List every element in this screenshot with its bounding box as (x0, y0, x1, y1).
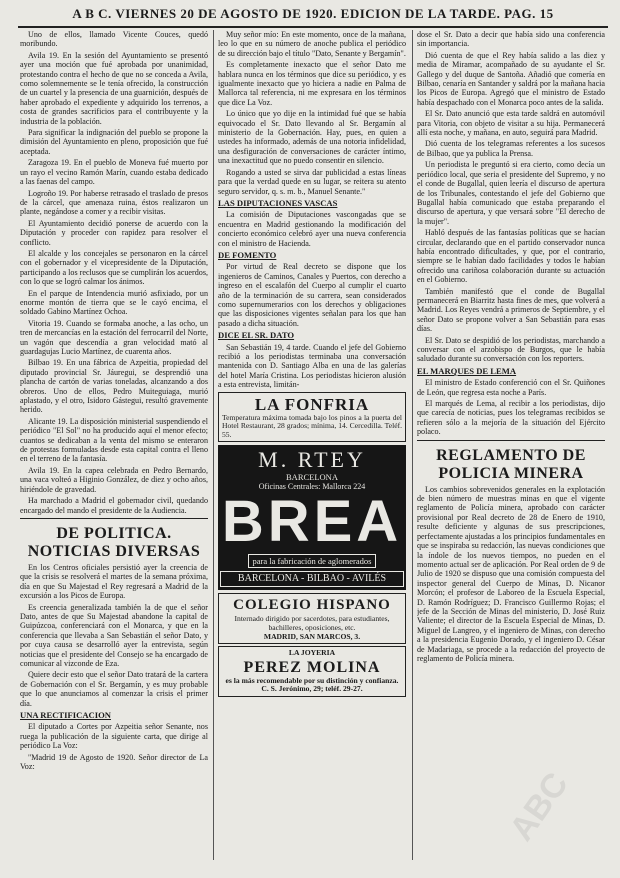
paragraph: También manifestó que el conde de Bugallal permanecerá en Biarritz hasta fines de mes, que volverá a Madrid. Los Reyes vendrá a primeros de Septiembre, y el señor Dato se propone volver a San Sebastián para esas días. (417, 286, 605, 334)
paragraph: La comisión de Diputaciones vascongadas que se encuentra en Madrid gestionando la modificación del concierto económico celebró ayer una nueva conferencia con el ministro de Hacienda. (218, 210, 406, 248)
paragraph: El marqués de Lema, al recibir a los periodistas, dijo que carecía de noticias, pues los telegramas recibidos se refieren sólo a la mejoría de la situación del Ejército polaco. (417, 399, 605, 437)
paragraph: El Sr. Dato anunció que esta tarde saldrá en automóvil para Vitoria, con objeto de visitar a su hija. Permanecerá allí esta noche, y mañana, en auto, seguirá para Madrid. (417, 109, 605, 138)
paragraph: Alicante 19. La disposición ministerial suspendiendo el periódico "El Sol" no ha producido aquí el menor efecto; cuantos se dedicaban a la venta del mismo se enteraron de protestas formuladas desde esta capital contra el lleno en el terreno de la fantasía. (20, 416, 208, 464)
paragraph: Lo único que yo dije en la intimidad fué que se había equivocado el Sr. Dato llevando al Sr. Bergamín al ministerio de la Gobernación. Hay, pues, en quien a ustedes ha informado, además de una notoria infidelidad, una desfiguración de conversaciones de carácter íntimo, una inexactitud que no puedo consentir en silencio. (218, 109, 406, 166)
column-3 (417, 30, 605, 855)
column-divider (213, 30, 214, 860)
header-title: A B C. VIERNES 20 DE AGOSTO DE 1920. EDICION DE LA TARDE. PAG. 15 (72, 6, 554, 21)
ad-cities: BARCELONA - BILBAO - AVILÉS (220, 571, 404, 587)
page-header (18, 4, 608, 28)
paragraph: Por virtud de Real decreto se dispone que los ingenieros de Caminos, Canales y Puertos, con derecho a ingreso en el escalafón del Cuerpo al cumplir el cuarto año de la terminación de su carrera, sean considerados como supernumerarios con los derechos y obligaciones que las disposiciones vigentes señalan para los que han pasado a dicha situación. (218, 262, 406, 328)
ad-title: PEREZ MOLINA (243, 658, 381, 676)
paragraph: Dió cuenta de que el Rey había salido a las diez y media de Miramar, acompañado de su ayudante el Sr. Gallego y del duque de Santoña. Añadió que comería en Bilbao, cenaría en Santander y saldrá por la mañana hacia los Picos de Europa. Agregó que el ministro de Estado había despachado con el Monarca poco antes de la salida. (417, 50, 605, 107)
advertisement-colegio (218, 593, 406, 644)
section-heading: DE POLITICA. NOTICIAS DIVERSAS (27, 524, 201, 560)
paragraph: Bilbao 19. En una fábrica de Azpeitia, propiedad del diputado provincial Sr. Jáuregui, se desprendió una plancha de cartón de varias toneladas, alcanzando a dos obreros. Uno de ellos, Pedro Muiteguiaga, murió aplastado, y el otro, Isidoro Gástegui, resultó gravemente herido. (20, 358, 208, 415)
subheading: LAS DIPUTACIONES VASCAS (218, 197, 338, 208)
paragraph: Avila 19. En la sesión del Ayuntamiento se presentó ayer una moción que fué aprobada por unanimidad, protestando contra el hecho de que no se conceda a Avila, como solemnemente se le tenía ofrecido, la construcción de un cuartel y la presencia de una guarnición, después de haber aprobado el expediente y adquirido los terrenos, a costa de grandes sacrificios para el contribuyente y la industria de la población. (20, 50, 208, 126)
ad-text: Temperatura máxima tomada bajo los pinos a la puerta del Hotel Restaurant, 28 grados; mínima, 14. Cercedilla. Teléf. 55. (222, 412, 402, 439)
paragraph: San Sebastián 19, 4 tarde. Cuando el jefe del Gobierno recibió a los periodistas terminaba una conversación mantenida con D. Santiago Alba en una de las galerías del hotel María Cristina. Los periodistas hicieron alusión a esta entrevista, limitán- (218, 342, 406, 390)
watermark: ABC (502, 765, 576, 848)
ad-title: COLEGIO HISPANO (233, 597, 391, 614)
paragraph: Un periodista le preguntó si era cierto, como decía un periódico local, que seria el presidente del Supremo, y no el conde de Bugallal, quien leería el discurso de apertura de los Tribunales, contestando el jefe del Gobierno que Bugallal había comunicado que estaba preparando el discurso de apertura, y que versará sobre "El derecho de la mujer". (417, 160, 605, 226)
advertisement-fonfria (218, 392, 406, 443)
divider (417, 440, 605, 441)
paragraph: El alcalde y los concejales se personaron en la cárcel con el gobernador y el vicepresidente de la Diputación, participando a los reclusos que se cumplirán los acuerdos, con lo que se logró calmar los ánimos. (20, 248, 208, 287)
column-1 (20, 30, 208, 855)
paragraph: Los cambios sobrevenidos generales en la explotación de bien número de muestras minas en que el vigente reglamento de Policía minera, aprobado con carácter provisional por Real decreto de 28 de Enero de 1910, resulte deficiente y algunas de sus prescripciones, perfectamente ajustadas a los principios fundamentales en que se inspiraba su redacción, las nuevas condiciones que la índole de los nuevos tiempos, no pueden en el momento actual ser de aplicación. Por Real orden de 9 de Julio de 1920 se dispuso que una comisión compuesta del inspector general del Cuerpo de Minas, D. Nicanor Morcón; el profesor de Laboreo de la Escuela Especial, D. Ramón Rodríguez; D. Francisco Guillermo Rojas; el jefe de la Sección de Minas del ministerio, D. José Ruiz Valiente; el director de la Escuela Especial de Minas, D. Miguel de Langreo, y el ingeniero de Minas, con derecho a la presidencia Eugenio Dorado, y el ingeniero D. César de Madariaga, se procede a la redacción del proyecto de reglamento de Policía minera. (417, 484, 605, 663)
subheading: DE FOMENTO (218, 249, 277, 260)
paragraph: dose el Sr. Dato a decir que había sido una conferencia sin importancia. (417, 30, 605, 49)
ad-product: BREA (221, 489, 403, 555)
paragraph: Uno de ellos, llamado Vicente Couces, quedó moribundo. (20, 30, 208, 49)
paragraph: Dió cuenta de los telegramas referentes a los sucesos de Bilbao, que ya publica la Prensa. (417, 139, 605, 158)
paragraph: Es completamente inexacto que el señor Dato me hablara nunca en los términos que dice su periódico, y es igualmente inexacto que yo hiciera a nadie en Palma de Mallorca tal referencia, ni me expresara en los términos que dice La Voz. (218, 60, 406, 107)
advertisement-joyeria (218, 646, 406, 697)
paragraph: Logroño 19. Por haberse retrasado el traslado de presos de la cárcel, que amenaza ruina, éstos realizaron un plante, negándose a comer y a recibir visitas. (20, 188, 208, 217)
advertisement-brea (218, 445, 406, 590)
paragraph: "Madrid 19 de Agosto de 1920. Señor director de La Voz: (20, 752, 208, 772)
subheading: EL MARQUES DE LEMA (417, 365, 517, 376)
paragraph: En los Centros oficiales persistió ayer la creencia de que la crisis se resolverá el martes de la semana próxima, día en que Su Majestad el Rey regresará a Madrid de la excursión a los Picos de Europa. (20, 562, 208, 601)
subheading: DICE EL SR. DATO (218, 330, 295, 341)
ad-offices: Oficinas Centrales: Mallorca 224 (258, 482, 366, 492)
paragraph: El Sr. Dato se despidió de los periodistas, marchando a conversar con el arzobispo de Burgos, que le había saludado durante su conversación con los reporters. (417, 335, 605, 364)
paragraph: Habló después de las fantasías políticas que se hacían circular, declarando que en el partido conservador nunca había encontrado dificultades, y que, por el contrario, siempre se le habían dado facilidades y todos le habían ofrecido una cariñosa colaboración durante su actuación en el Gobierno. (417, 228, 605, 285)
paragraph: Ha marchado a Madrid el gobernador civil, quedando encargado del mando el presidente de la Audiencia. (20, 496, 208, 515)
column-2 (218, 30, 406, 855)
ad-text: es la más recomendable por su distinción y confianza. C. S. Jerónimo, 29; teléf. 29-27. (225, 675, 399, 694)
paragraph: Es creencia generalizada también la de que el señor Dato, antes de que Su Majestad abandone la capital de Guipúzcoa, conferenciará con el Monarca, y que en la conferencia que llevaba a San Sebastián el señor Dato, y por cuya causa se desarrolló ayer la entrevista, según noticias que el presidente del Consejo se ha encargado de comunicar al vizconde de Eza. (20, 602, 208, 668)
ad-address: MADRID, SAN MARCOS, 3. (263, 631, 361, 641)
ad-pretitle: LA JOYERIA (288, 648, 336, 658)
paragraph: Muy señor mío: En este momento, once de la mañana, leo lo que en su número de anoche publica el periódico de su dirección bajo el título "Dato, Senante y Bergamín". (218, 30, 406, 58)
paragraph: Avila 19. En la capea celebrada en Pedro Bernardo, una vaca volteó a Higinio González, de diez y ocho años, hiriéndole de gravedad. (20, 465, 208, 494)
paragraph: El Ayuntamiento decidió ponerse de acuerdo con la Diputación y proceder con rapidez para resolver el conflicto. (20, 218, 208, 247)
paragraph: El diputado a Cortes por Azpeitia señor Senante, nos ruega la publicación de la siguiente carta, que dirige al periódico La Voz: (20, 722, 208, 751)
paragraph: Rogando a usted se sirva dar publicidad a estas líneas para que la verdad quede en su lugar, se reitera su atento seguro servidor, q. s. m. b., Manuel Senante." (218, 167, 406, 196)
ad-city: BARCELONA (286, 472, 338, 483)
paragraph: Vitoria 19. Cuando se formaba anoche, a las ocho, un tren de mercancías en la estación del ferrocarril del Norte, un vagón que descendía a gran velocidad mató al guardagujas Lucio Martínez, de cuarenta años. (20, 318, 208, 356)
section-heading: REGLAMENTO DE POLICIA MINERA (436, 446, 586, 482)
ad-text: Internado dirigido por sacerdotes, para estudiantes, bachilleres, oposiciones, etc. (234, 614, 390, 632)
paragraph: Para significar la indignación del pueblo se propone la dimisión del Ayuntamiento en pleno, proposición que fué aceptada. (20, 128, 208, 156)
ad-brand: M. RTEY (258, 447, 366, 473)
divider (20, 518, 208, 519)
paragraph: Quiere decir esto que el señor Dato tratará de la cartera de Gobernación con el Sr. Bergamín, y es muy probable que lo que anunciamos al comenzar la crisis el primer día. (20, 670, 208, 708)
column-divider (412, 30, 413, 860)
paragraph: En el parque de Intendencia murió asfixiado, por un enorme montón de tierra que se le cayó encima, el soldado Gabino Martínez Ochoa. (20, 288, 208, 317)
ad-purpose: para la fabricación de aglomerados (248, 554, 377, 568)
paragraph: Zaragoza 19. En el pueblo de Moneva fué muerto por un rayo el vecino Ramón Marín, cuando estaba dedicado a las faenas del campo. (20, 158, 208, 187)
paragraph: El ministro de Estado conferenció con el Sr. Quiñones de León, que regresa esta noche a París. (417, 378, 605, 397)
ad-title: LA FONFRIA (254, 394, 370, 414)
subheading: UNA RECTIFICACION (20, 710, 111, 720)
